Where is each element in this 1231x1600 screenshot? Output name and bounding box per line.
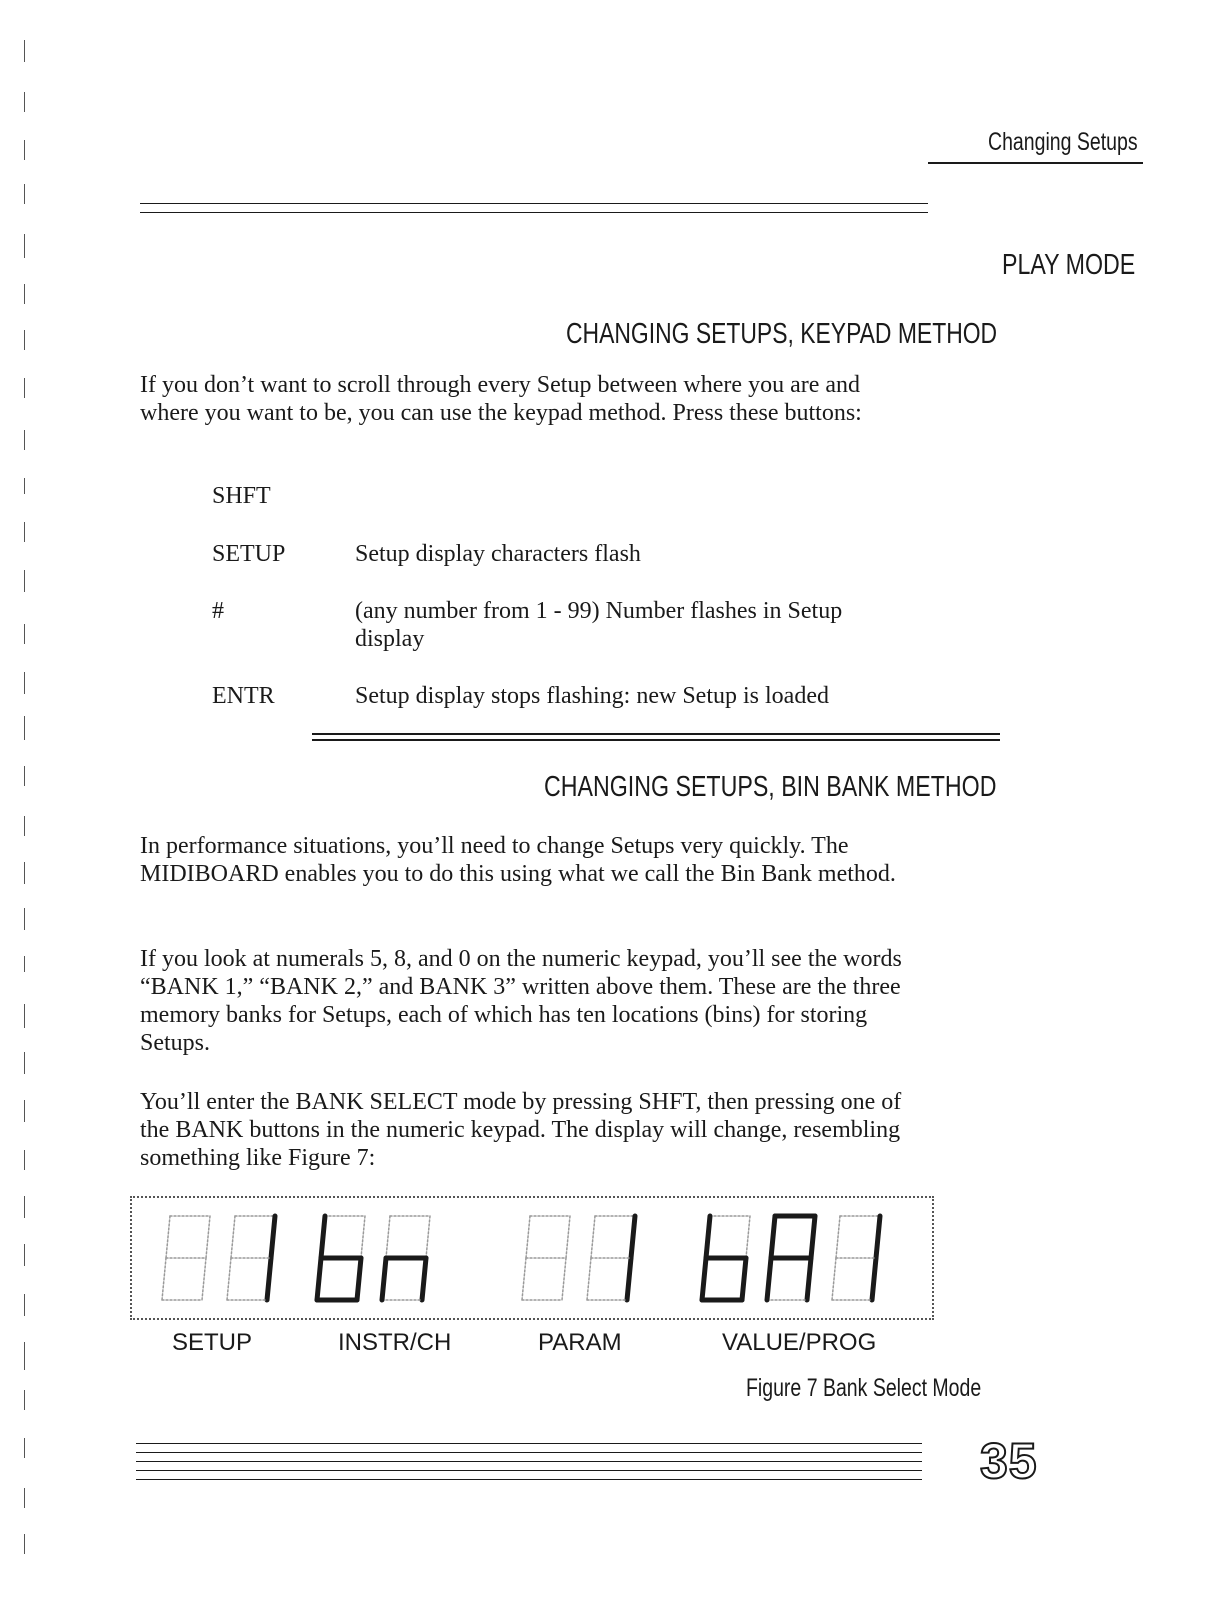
segment-setup-1-c xyxy=(267,1258,271,1300)
segment-value-1-e xyxy=(767,1258,771,1300)
figure-caption: Figure 7 Bank Select Mode xyxy=(746,1374,982,1402)
segment-param-0-b xyxy=(566,1216,570,1258)
binbank-heading: CHANGING SETUPS, BIN BANK METHOD xyxy=(544,771,997,803)
label-instr-ch: INSTR/CH xyxy=(338,1329,452,1356)
label-value-prog: VALUE/PROG xyxy=(722,1329,877,1356)
segment-setup-0-b xyxy=(206,1216,210,1258)
binbank-para-1: In performance situations, you’ll need to change Setups very quickly. The MIDIBOARD enables you to do this using what we call the Bin Bank method. xyxy=(140,833,896,887)
segment-value-2-c xyxy=(872,1258,876,1300)
step-key-setup: SETUP xyxy=(212,541,286,567)
mode-heading xyxy=(1002,249,1169,282)
display-panel xyxy=(130,1196,934,1320)
segment-value-2-e xyxy=(832,1258,836,1300)
segment-param-0-f xyxy=(526,1216,530,1258)
keypad-intro: If you don’t want to scroll through every Setup between where you are and where you want to be, you can use the keypad method. Press these buttons: xyxy=(140,372,862,426)
mid-rule-1 xyxy=(312,733,1000,735)
segment-param-1-c xyxy=(627,1258,631,1300)
segment-param-0-c xyxy=(562,1258,566,1300)
keypad-heading: CHANGING SETUPS, KEYPAD METHOD xyxy=(566,318,998,350)
segment-value-0-b xyxy=(746,1216,750,1258)
segment-value-0-f xyxy=(706,1216,710,1258)
step-desc-number: (any number from 1 - 99) Number flashes in Setup display xyxy=(355,598,843,652)
segment-param-0-e xyxy=(522,1258,526,1300)
segment-value-2-f xyxy=(836,1216,840,1258)
segment-setup-0-e xyxy=(162,1258,166,1300)
segment-value-1-f xyxy=(771,1216,775,1258)
segment-param-1-f xyxy=(591,1216,595,1258)
segment-setup-1-b xyxy=(271,1216,275,1258)
mid-rule-2 xyxy=(312,739,1000,741)
running-header xyxy=(988,128,1180,157)
segment-param-1-b xyxy=(631,1216,635,1258)
top-rule-2 xyxy=(140,212,928,213)
segment-setup-1-e xyxy=(227,1258,231,1300)
step-desc-entr: Setup display stops flashing: new Setup is loaded xyxy=(355,683,829,709)
label-param: PARAM xyxy=(538,1329,622,1356)
seven-segment-display xyxy=(132,1198,932,1318)
figure-caption-wrap xyxy=(746,1374,1048,1403)
binbank-para-3: You’ll enter the BANK SELECT mode by pressing SHFT, then pressing one of the BANK buttons in the numeric keypad. The display will change, resembling something like Figure 7: xyxy=(140,1089,902,1171)
keypad-heading-wrap xyxy=(566,318,1112,351)
binbank-heading-wrap xyxy=(544,771,1110,804)
segment-instr-0-b xyxy=(361,1216,365,1258)
segment-instr-1-e xyxy=(382,1258,386,1300)
step-key-shft: SHFT xyxy=(212,483,271,509)
segment-value-1-c xyxy=(807,1258,811,1300)
segment-instr-1-f xyxy=(386,1216,390,1258)
label-setup: SETUP xyxy=(172,1329,253,1356)
segment-instr-1-c xyxy=(422,1258,426,1300)
step-desc-setup: Setup display characters flash xyxy=(355,541,641,567)
segment-param-1-e xyxy=(587,1258,591,1300)
segment-value-1-b xyxy=(811,1216,815,1258)
binbank-para-2: If you look at numerals 5, 8, and 0 on the numeric keypad, you’ll see the words “BANK 1,” “BANK 2,” and BANK 3” written above them. These are the three memory banks for Setups, each of which has ten locations (bins) for storing Setups. xyxy=(140,946,902,1056)
segment-setup-0-c xyxy=(202,1258,206,1300)
segment-value-0-e xyxy=(702,1258,706,1300)
segment-instr-1-b xyxy=(426,1216,430,1258)
segment-instr-0-e xyxy=(317,1258,321,1300)
top-rule-1 xyxy=(140,203,928,204)
segment-setup-0-f xyxy=(166,1216,170,1258)
section-title: Changing Setups xyxy=(988,128,1138,156)
segment-value-2-b xyxy=(876,1216,880,1258)
step-key-entr: ENTR xyxy=(212,683,275,709)
page-number: 35 xyxy=(980,1433,1038,1489)
step-key-number: # xyxy=(212,598,224,624)
segment-instr-0-f xyxy=(321,1216,325,1258)
segment-value-0-c xyxy=(742,1258,746,1300)
header-rule xyxy=(928,162,1143,164)
segment-instr-0-c xyxy=(357,1258,361,1300)
mode-title: PLAY MODE xyxy=(1002,249,1136,281)
segment-setup-1-f xyxy=(231,1216,235,1258)
